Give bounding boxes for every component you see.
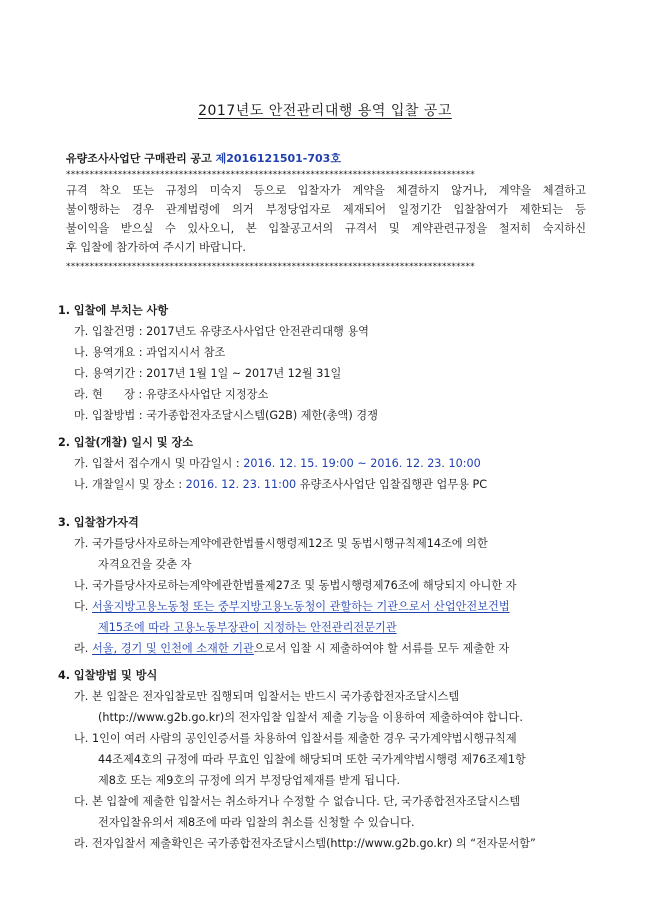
item-label: 용역기간 <box>92 367 136 380</box>
item-marker: 가. <box>74 325 89 338</box>
item-text: 본 입찰은 전자입찰로만 집행되며 입찰서는 반드시 국가종합전자조달시스템 <box>92 690 460 703</box>
divider-top: *************************************************************************************** <box>66 170 475 180</box>
item-bid-method <box>58 405 598 426</box>
section-bid-items <box>58 301 598 426</box>
item-marker: 다. <box>74 795 89 808</box>
intro-line: 규격 착오 또는 규정의 미숙지 등으로 입찰자가 계약을 체결하지 않거나, 계약을 체결하고 <box>66 184 586 197</box>
item-marker: 가. <box>74 690 89 703</box>
section-title: 3. 입찰참가자격 <box>58 516 139 529</box>
item-marker: 가. <box>74 457 89 470</box>
item-marker: 라. <box>74 642 89 655</box>
eligibility-item-b <box>58 575 598 596</box>
item-text-continued <box>58 617 598 638</box>
item-submission-period <box>58 453 598 474</box>
item-label: 입찰서 접수개시 및 마감일시 : <box>92 457 240 470</box>
item-text-continued: 자격요건을 갖춘 자 <box>98 558 192 571</box>
item-marker: 가. <box>74 537 89 550</box>
item-service-overview <box>58 342 598 363</box>
item-label: 입찰방법 <box>92 409 136 422</box>
item-text: 국가를당사자로하는계약에관한법률시행령제12조 및 동법시행규칙제14조에 의한 <box>92 537 488 550</box>
item-text: 1인이 여러 사람의 공인인증서를 차용하여 입찰서를 제출한 경우 국가계약법시행규칙제 <box>92 732 517 745</box>
item-label: 개찰일시 및 장소 : <box>92 478 183 491</box>
intro-line: 불이행하는 경우 관계법령에 의거 부정당업자로 제재되어 일정기간 입찰참여가 제한되는 등 <box>66 203 586 216</box>
item-marker: 나. <box>74 346 89 359</box>
item-text-continued: (http://www.g2b.go.kr)의 전자입찰 입찰서 제출 기능을 이용하여 제출하여야 합니다. <box>98 711 523 724</box>
divider-bottom: *************************************************************************************** <box>66 262 475 272</box>
item-marker: 나. <box>74 732 89 745</box>
item-label: 용역개요 <box>92 346 136 359</box>
item-value: : 2017년도 유량조사사업단 안전관리대행 용역 <box>138 325 369 338</box>
item-text: 전자입찰서 제출확인은 국가종합전자조달시스템(http://www.g2b.go.kr) 의 “전자문서함” <box>92 837 536 850</box>
item-value: : 과업지시서 참조 <box>138 346 226 359</box>
intro-line: 불이익을 받으실 수 있사오니, 본 입찰공고서의 규격서 및 계약관련규정을 철저히 숙지하신 <box>66 222 586 235</box>
item-site <box>58 384 598 405</box>
section-title: 2. 입찰(개찰) 일시 및 장소 <box>58 436 194 449</box>
notice-prefix: 유량조사사업단 구매관리 공고 <box>66 152 212 165</box>
item-opening-datetime <box>58 474 598 495</box>
section-bid-method <box>58 666 598 854</box>
item-marker: 라. <box>74 388 89 401</box>
item-marker: 나. <box>74 579 89 592</box>
page-title: 2017년도 안전관리대행 용역 입찰 공고 <box>198 103 452 119</box>
intro-paragraph <box>66 181 586 257</box>
item-value: : 유량조사사업단 지정장소 <box>138 388 269 401</box>
section-eligibility <box>58 513 598 659</box>
item-place-value: 유량조사사업단 입찰집행관 업무용 PC <box>299 478 488 491</box>
item-date-value: 2016. 12. 15. 19:00 ~ 2016. 12. 23. 10:00 <box>243 457 481 470</box>
item-marker: 라. <box>74 837 89 850</box>
item-text: 국가를당사자로하는계약에관한법률제27조 및 동법시행령제76조에 해당되지 아니한 자 <box>92 579 517 592</box>
section-bid-schedule <box>58 433 598 495</box>
notice-line <box>66 150 341 166</box>
item-text: 으로서 입찰 시 제출하여야 할 서류를 모두 제출한 자 <box>253 642 510 655</box>
item-date-value: 2016. 12. 23. 11:00 <box>185 478 297 491</box>
eligibility-item-c <box>58 596 598 617</box>
item-text-highlight: 서울, 경기 및 인천에 소재한 기관 <box>92 642 254 655</box>
eligibility-item-a <box>58 533 598 554</box>
item-marker: 다. <box>74 600 89 613</box>
section-title: 1. 입찰에 부치는 사항 <box>58 304 169 317</box>
item-text-continued: 전자입찰유의서 제8조에 따라 입찰의 취소를 신청할 수 있습니다. <box>98 816 415 829</box>
eligibility-item-d <box>58 638 598 659</box>
intro-line: 후 입찰에 참가하여 주시기 바랍니다. <box>66 241 246 254</box>
method-item-d <box>58 833 598 854</box>
item-text-continued: 44조제4호의 규정에 따라 무효인 입찰에 해당되며 또한 국가계약법시행령 제76조제1항 <box>98 753 526 766</box>
item-service-period <box>58 363 598 384</box>
item-marker: 다. <box>74 367 89 380</box>
item-label: 입찰건명 <box>92 325 136 338</box>
section-title: 4. 입찰방법 및 방식 <box>58 669 158 682</box>
item-marker: 나. <box>74 478 89 491</box>
item-text: 본 입찰에 제출한 입찰서는 취소하거나 수정할 수 없습니다. 단, 국가종합전자조달시스템 <box>92 795 521 808</box>
notice-number: 제2016121501-703호 <box>215 152 341 165</box>
item-value: : 국가종합전자조달시스템(G2B) 제한(총액) 경쟁 <box>138 409 378 422</box>
item-label: 현 장 <box>92 388 135 401</box>
item-value: : 2017년 1월 1일 ~ 2017년 12월 31일 <box>138 367 342 380</box>
method-item-c <box>58 791 598 812</box>
item-text-highlight: 서울지방고용노동청 또는 중부지방고용노동청이 관할하는 기관으로서 산업안전보건법 <box>92 600 510 613</box>
method-item-b <box>58 728 598 749</box>
item-text-continued: 제8호 또는 제9호의 규정에 의거 부정당업제재를 받게 됩니다. <box>98 774 401 787</box>
item-text-highlight: 제15조에 따라 고용노동부장관이 지정하는 안전관리전문기관 <box>98 621 397 634</box>
item-marker: 마. <box>74 409 89 422</box>
item-bid-name <box>58 321 598 342</box>
method-item-a <box>58 686 598 707</box>
